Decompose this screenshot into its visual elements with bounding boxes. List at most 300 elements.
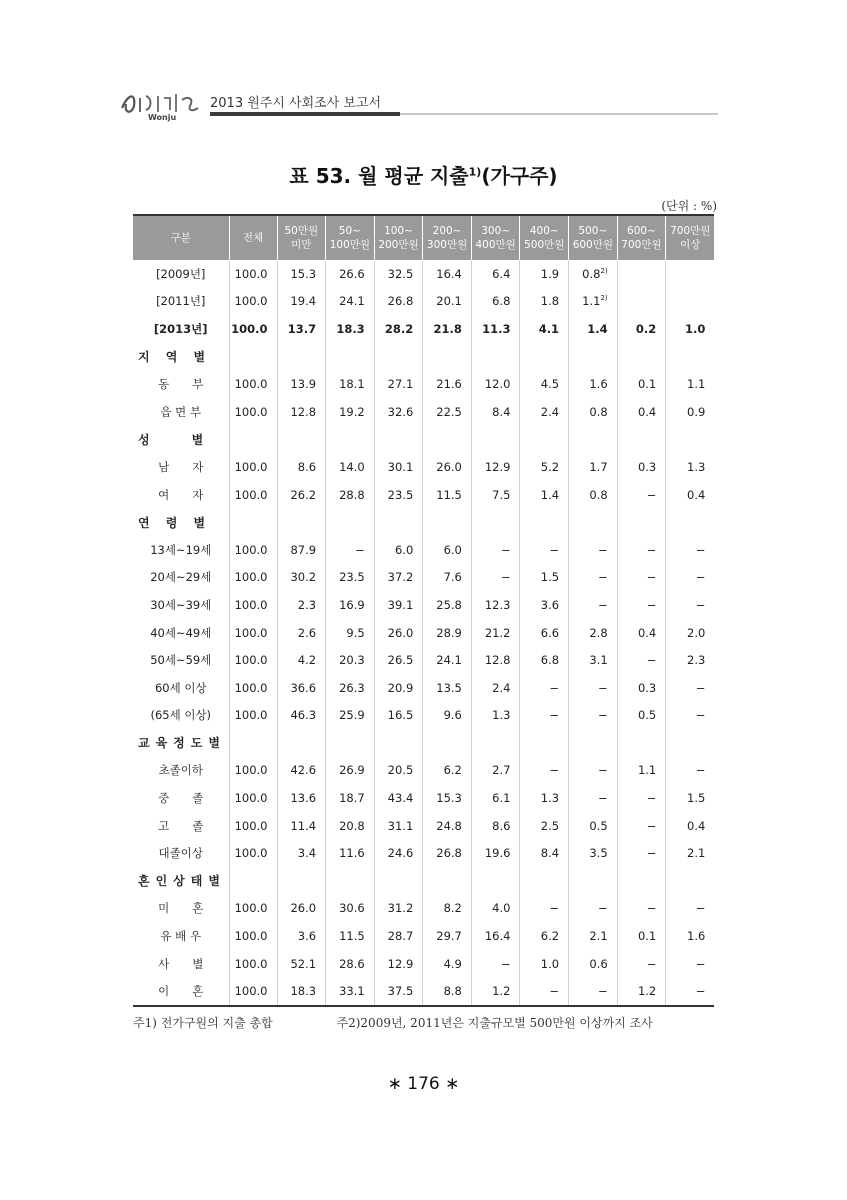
cell-value: 4.5 bbox=[540, 377, 560, 392]
table-cell bbox=[569, 674, 618, 702]
table-cell bbox=[326, 481, 375, 509]
cell-value: 6.6 bbox=[540, 625, 560, 640]
cell-value: 15.3 bbox=[290, 266, 317, 281]
cell-value: 16.4 bbox=[484, 929, 511, 944]
table-cell bbox=[520, 757, 569, 785]
cell-value: 2.1 bbox=[589, 929, 608, 944]
cell-value: 14.0 bbox=[339, 459, 365, 474]
table-cell bbox=[423, 481, 472, 509]
table-cell bbox=[520, 619, 569, 647]
table-cell bbox=[569, 812, 618, 840]
cell-value: 9.5 bbox=[346, 625, 365, 640]
table-cell bbox=[666, 288, 715, 316]
table-cell bbox=[423, 398, 472, 426]
cell-value: 18.1 bbox=[339, 377, 365, 392]
empty-cell bbox=[374, 508, 423, 536]
cell-value: − bbox=[695, 708, 706, 723]
cell-value: 11.3 bbox=[482, 321, 511, 336]
table-row bbox=[133, 895, 714, 923]
cell-value: − bbox=[598, 763, 608, 778]
cell-value: 1.4 bbox=[540, 487, 560, 502]
column-header: 500~ 600만원 bbox=[569, 215, 618, 260]
cell-value: 3.4 bbox=[297, 846, 317, 861]
section-row bbox=[133, 343, 714, 371]
header-rule-light bbox=[400, 113, 718, 115]
table-cell bbox=[520, 950, 569, 978]
table-cell bbox=[520, 453, 569, 481]
cell-value: 9.6 bbox=[443, 708, 462, 723]
cell-value: 100.0 bbox=[234, 708, 268, 723]
cell-value: − bbox=[695, 763, 706, 778]
table-cell bbox=[229, 288, 277, 316]
cell-value: 43.4 bbox=[387, 791, 414, 806]
table-cell bbox=[277, 702, 326, 730]
table-row bbox=[133, 784, 714, 812]
cell-value: 24.8 bbox=[436, 818, 462, 833]
cell-value: − bbox=[598, 542, 608, 557]
table-cell bbox=[374, 784, 423, 812]
cell-value: − bbox=[500, 542, 511, 557]
section-row bbox=[133, 867, 714, 895]
cell-value: 37.2 bbox=[387, 570, 414, 585]
empty-cell bbox=[277, 729, 326, 757]
table-cell bbox=[229, 839, 277, 867]
table-cell bbox=[423, 702, 472, 730]
table-cell bbox=[617, 812, 666, 840]
column-header: 전체 bbox=[229, 215, 277, 260]
table-cell bbox=[229, 812, 277, 840]
cell-value: 100.0 bbox=[234, 294, 268, 309]
table-cell bbox=[374, 922, 423, 950]
table-cell bbox=[666, 370, 715, 398]
cell-value: 0.1 bbox=[637, 929, 657, 944]
cell-value: 6.1 bbox=[492, 791, 511, 806]
cell-value: 1.1 bbox=[637, 763, 657, 778]
cell-value: 4.0 bbox=[492, 901, 511, 916]
cell-value: 100.0 bbox=[234, 377, 268, 392]
table-cell bbox=[617, 370, 666, 398]
column-header: 200~ 300만원 bbox=[423, 215, 472, 260]
table-cell bbox=[666, 784, 715, 812]
cell-value: 0.4 bbox=[637, 625, 657, 640]
table-cell bbox=[471, 481, 520, 509]
table-cell bbox=[666, 260, 715, 288]
table-cell bbox=[666, 646, 715, 674]
unit-label: (단위 : %) bbox=[661, 199, 717, 213]
section-label: 성 별 bbox=[138, 432, 210, 447]
table-cell bbox=[229, 619, 277, 647]
cell-value: 32.6 bbox=[387, 404, 414, 419]
cell-value: 26.3 bbox=[339, 680, 365, 695]
table-cell bbox=[277, 922, 326, 950]
table-cell bbox=[326, 370, 375, 398]
table-cell bbox=[326, 536, 375, 564]
column-header: 400~ 500만원 bbox=[520, 215, 569, 260]
row-label: 이 혼 bbox=[133, 977, 229, 1006]
table-row bbox=[133, 481, 714, 509]
cell-value: 0.5 bbox=[637, 708, 657, 723]
cell-value: 46.3 bbox=[290, 708, 317, 723]
table-cell bbox=[471, 288, 520, 316]
table-cell bbox=[277, 536, 326, 564]
table-cell bbox=[520, 288, 569, 316]
empty-cell bbox=[520, 343, 569, 371]
table-cell bbox=[229, 564, 277, 592]
empty-cell bbox=[471, 867, 520, 895]
table-cell bbox=[520, 977, 569, 1006]
cell-value: 27.1 bbox=[387, 377, 414, 392]
cell-value: − bbox=[549, 708, 560, 723]
table-cell bbox=[666, 398, 715, 426]
cell-value: 1.2 bbox=[637, 984, 657, 999]
table-cell bbox=[569, 315, 618, 343]
row-label: 30세~39세 bbox=[150, 597, 212, 612]
table-cell bbox=[374, 536, 423, 564]
cell-value: 3.5 bbox=[589, 846, 608, 861]
cell-value: 21.2 bbox=[484, 625, 511, 640]
cell-value: 6.0 bbox=[443, 542, 462, 557]
table-cell bbox=[617, 619, 666, 647]
cell-value: 0.9 bbox=[687, 404, 706, 419]
empty-cell bbox=[423, 343, 472, 371]
table-cell bbox=[229, 481, 277, 509]
cell-value: 11.5 bbox=[339, 929, 365, 944]
cell-value: 6.4 bbox=[492, 266, 511, 281]
cell-value: − bbox=[355, 542, 365, 557]
cell-value: 2.4 bbox=[540, 404, 560, 419]
cell-value: 29.7 bbox=[436, 929, 462, 944]
table-row bbox=[133, 564, 714, 592]
cell-value: 28.8 bbox=[339, 487, 365, 502]
cell-value: 13.7 bbox=[287, 321, 317, 336]
cell-value: 100.0 bbox=[231, 321, 268, 336]
table-cell bbox=[520, 784, 569, 812]
cell-value: − bbox=[549, 680, 560, 695]
empty-cell bbox=[617, 343, 666, 371]
table-cell bbox=[229, 398, 277, 426]
table-row bbox=[133, 674, 714, 702]
cell-value: 8.8 bbox=[443, 984, 462, 999]
table-cell bbox=[471, 839, 520, 867]
cell-value: 1.6 bbox=[687, 929, 706, 944]
cell-value: 100.0 bbox=[234, 901, 268, 916]
table-cell bbox=[471, 619, 520, 647]
cell-value: − bbox=[598, 680, 608, 695]
cell-value: 12.9 bbox=[484, 459, 511, 474]
cell-value: 6.8 bbox=[492, 294, 511, 309]
empty-cell bbox=[277, 867, 326, 895]
cell-value: 15.3 bbox=[436, 791, 462, 806]
table-cell bbox=[569, 398, 618, 426]
cell-value: 28.2 bbox=[384, 321, 414, 336]
empty-cell bbox=[471, 508, 520, 536]
table-cell bbox=[520, 564, 569, 592]
cell-value: 1.0 bbox=[540, 956, 560, 971]
cell-value: − bbox=[598, 791, 608, 806]
table-cell bbox=[617, 950, 666, 978]
cell-value: 16.4 bbox=[436, 266, 462, 281]
cell-value: − bbox=[695, 901, 706, 916]
table-cell bbox=[666, 895, 715, 923]
table-cell bbox=[666, 481, 715, 509]
table-cell bbox=[277, 784, 326, 812]
table-cell bbox=[471, 260, 520, 288]
table-cell bbox=[520, 398, 569, 426]
table-cell bbox=[471, 950, 520, 978]
cell-value: 0.6 bbox=[589, 956, 608, 971]
section-label: 교육정도별 bbox=[138, 736, 226, 751]
table-cell bbox=[471, 536, 520, 564]
cell-value: 36.6 bbox=[290, 680, 317, 695]
footnotes bbox=[133, 1014, 713, 1031]
table-cell bbox=[374, 481, 423, 509]
table-cell bbox=[471, 757, 520, 785]
row-label: 유 배 우 bbox=[160, 929, 202, 944]
table-cell bbox=[326, 674, 375, 702]
cell-value: 2.1 bbox=[687, 846, 706, 861]
table-cell bbox=[423, 260, 472, 288]
table-row bbox=[133, 839, 714, 867]
table-cell bbox=[423, 619, 472, 647]
table-row bbox=[133, 536, 714, 564]
cell-value: 4.2 bbox=[297, 653, 317, 668]
cell-value: 0.8 bbox=[589, 404, 608, 419]
table-cell bbox=[277, 757, 326, 785]
table-cell bbox=[229, 922, 277, 950]
table-cell bbox=[569, 895, 618, 923]
cell-value: 6.2 bbox=[540, 929, 560, 944]
empty-cell bbox=[229, 729, 277, 757]
cell-value: 1.9 bbox=[540, 266, 560, 281]
table-cell bbox=[617, 646, 666, 674]
cell-value: 20.5 bbox=[387, 763, 414, 778]
cell-value: 1.4 bbox=[587, 321, 608, 336]
table-row bbox=[133, 288, 714, 316]
empty-cell bbox=[471, 729, 520, 757]
cell-value: 12.9 bbox=[387, 956, 414, 971]
table-cell bbox=[229, 702, 277, 730]
cell-value: 26.2 bbox=[290, 487, 317, 502]
empty-cell bbox=[326, 426, 375, 454]
table-cell bbox=[229, 315, 277, 343]
cell-value: − bbox=[646, 956, 657, 971]
empty-cell bbox=[569, 508, 618, 536]
cell-value: − bbox=[695, 956, 706, 971]
row-label: 중 졸 bbox=[158, 791, 204, 806]
table-cell bbox=[277, 591, 326, 619]
cell-value: − bbox=[646, 597, 657, 612]
empty-cell bbox=[471, 426, 520, 454]
table-row bbox=[133, 702, 714, 730]
cell-value: 30.2 bbox=[290, 570, 317, 585]
empty-cell bbox=[277, 508, 326, 536]
cell-value: 1.3 bbox=[687, 459, 706, 474]
table-row bbox=[133, 370, 714, 398]
cell-value: 31.1 bbox=[387, 818, 414, 833]
table-cell bbox=[471, 895, 520, 923]
table-cell bbox=[569, 370, 618, 398]
cell-value: 7.5 bbox=[492, 487, 511, 502]
table-cell bbox=[520, 674, 569, 702]
table-cell bbox=[423, 922, 472, 950]
cell-value: 52.1 bbox=[290, 956, 317, 971]
cell-value: 12.3 bbox=[484, 597, 511, 612]
table-cell bbox=[374, 646, 423, 674]
table-cell bbox=[374, 591, 423, 619]
cell-value: 2.3 bbox=[297, 597, 317, 612]
table-row bbox=[133, 315, 714, 343]
table-cell bbox=[374, 398, 423, 426]
table-cell bbox=[520, 646, 569, 674]
cell-value: 11.4 bbox=[290, 818, 317, 833]
table-cell bbox=[326, 895, 375, 923]
cell-value: 11.5 bbox=[436, 487, 462, 502]
cell-value: − bbox=[695, 680, 706, 695]
cell-value: 2.7 bbox=[492, 763, 511, 778]
cell-value: 100.0 bbox=[234, 570, 268, 585]
cell-value: − bbox=[549, 901, 560, 916]
cell-value: 24.6 bbox=[387, 846, 414, 861]
table-cell bbox=[277, 895, 326, 923]
cell-value: 30.6 bbox=[339, 901, 365, 916]
empty-cell bbox=[326, 508, 375, 536]
cell-value: 13.9 bbox=[290, 377, 317, 392]
table-cell bbox=[666, 564, 715, 592]
cell-value: 12.0 bbox=[484, 377, 511, 392]
cell-value: 22.5 bbox=[436, 404, 462, 419]
cell-value: 100.0 bbox=[234, 680, 268, 695]
cell-value: 18.3 bbox=[290, 984, 317, 999]
cell-value: − bbox=[695, 542, 706, 557]
table-cell bbox=[229, 977, 277, 1006]
empty-cell bbox=[666, 426, 715, 454]
cell-value: 18.3 bbox=[336, 321, 365, 336]
cell-value: 2.0 bbox=[687, 625, 706, 640]
cell-value: 100.0 bbox=[234, 404, 268, 419]
table-cell bbox=[326, 315, 375, 343]
table-row bbox=[133, 922, 714, 950]
table-cell bbox=[277, 481, 326, 509]
cell-value: 100.0 bbox=[234, 984, 268, 999]
cell-value: 100.0 bbox=[234, 846, 268, 861]
empty-cell bbox=[666, 729, 715, 757]
table-cell bbox=[569, 839, 618, 867]
table-cell bbox=[666, 536, 715, 564]
row-label: 초졸이하 bbox=[158, 763, 203, 778]
table-cell bbox=[569, 646, 618, 674]
table-cell bbox=[229, 646, 277, 674]
cell-value: 21.8 bbox=[433, 321, 462, 336]
table-cell bbox=[617, 784, 666, 812]
table-cell bbox=[326, 784, 375, 812]
cell-value: 100.0 bbox=[234, 266, 268, 281]
table-cell bbox=[277, 950, 326, 978]
column-header: 구분 bbox=[133, 215, 229, 260]
cell-value: 16.9 bbox=[339, 597, 365, 612]
cell-value: − bbox=[500, 570, 511, 585]
cell-value: 37.5 bbox=[387, 984, 414, 999]
table-cell bbox=[277, 288, 326, 316]
section-label: 지 역 별 bbox=[138, 350, 212, 365]
column-header: 50~ 100만원 bbox=[326, 215, 375, 260]
table-cell bbox=[326, 757, 375, 785]
cell-value: 28.6 bbox=[339, 956, 365, 971]
cell-value: 16.5 bbox=[387, 708, 414, 723]
table-cell bbox=[423, 812, 472, 840]
table-cell bbox=[569, 536, 618, 564]
empty-cell bbox=[617, 426, 666, 454]
cell-footnote: 2) bbox=[600, 294, 608, 303]
table-cell bbox=[229, 370, 277, 398]
dynamic-wonju-logo bbox=[118, 86, 208, 122]
cell-value: 0.8 bbox=[582, 266, 601, 281]
table-cell bbox=[374, 895, 423, 923]
table-cell bbox=[423, 453, 472, 481]
cell-value: − bbox=[646, 791, 657, 806]
cell-value: 100.0 bbox=[234, 459, 268, 474]
table-cell bbox=[423, 646, 472, 674]
cell-value: 13.6 bbox=[290, 791, 317, 806]
table-cell bbox=[569, 702, 618, 730]
table-cell bbox=[471, 702, 520, 730]
row-label: (65세 이상) bbox=[150, 708, 212, 723]
table-cell bbox=[229, 536, 277, 564]
table-cell bbox=[471, 674, 520, 702]
empty-cell bbox=[520, 729, 569, 757]
cell-value: 26.5 bbox=[387, 653, 414, 668]
empty-cell bbox=[520, 508, 569, 536]
cell-value: 0.8 bbox=[589, 487, 608, 502]
table-cell bbox=[326, 950, 375, 978]
empty-cell bbox=[423, 508, 472, 536]
table-cell bbox=[423, 757, 472, 785]
table-cell bbox=[666, 619, 715, 647]
cell-value: − bbox=[646, 570, 657, 585]
table-cell bbox=[471, 398, 520, 426]
cell-value: − bbox=[646, 653, 657, 668]
cell-value: 21.6 bbox=[436, 377, 462, 392]
cell-value: 12.8 bbox=[290, 404, 317, 419]
table-cell bbox=[471, 453, 520, 481]
table-cell bbox=[326, 619, 375, 647]
cell-value: 3.6 bbox=[540, 597, 560, 612]
cell-value: 1.3 bbox=[492, 708, 511, 723]
table-cell bbox=[569, 619, 618, 647]
table-cell bbox=[423, 977, 472, 1006]
empty-cell bbox=[666, 508, 715, 536]
table-cell bbox=[374, 619, 423, 647]
table-cell bbox=[229, 757, 277, 785]
table-cell bbox=[229, 453, 277, 481]
cell-value: 26.8 bbox=[387, 294, 414, 309]
header-rule-dark bbox=[210, 112, 400, 116]
row-label: 동 부 bbox=[158, 377, 204, 392]
section-row bbox=[133, 426, 714, 454]
table-cell bbox=[374, 950, 423, 978]
table-cell bbox=[569, 453, 618, 481]
cell-value: 0.2 bbox=[635, 321, 657, 336]
table-cell bbox=[423, 288, 472, 316]
cell-value: 20.8 bbox=[339, 818, 365, 833]
table-cell bbox=[617, 895, 666, 923]
table-cell bbox=[569, 757, 618, 785]
table-cell bbox=[471, 922, 520, 950]
table-cell bbox=[520, 481, 569, 509]
table-cell bbox=[277, 315, 326, 343]
table-cell bbox=[617, 564, 666, 592]
table-cell bbox=[229, 784, 277, 812]
empty-cell bbox=[666, 867, 715, 895]
